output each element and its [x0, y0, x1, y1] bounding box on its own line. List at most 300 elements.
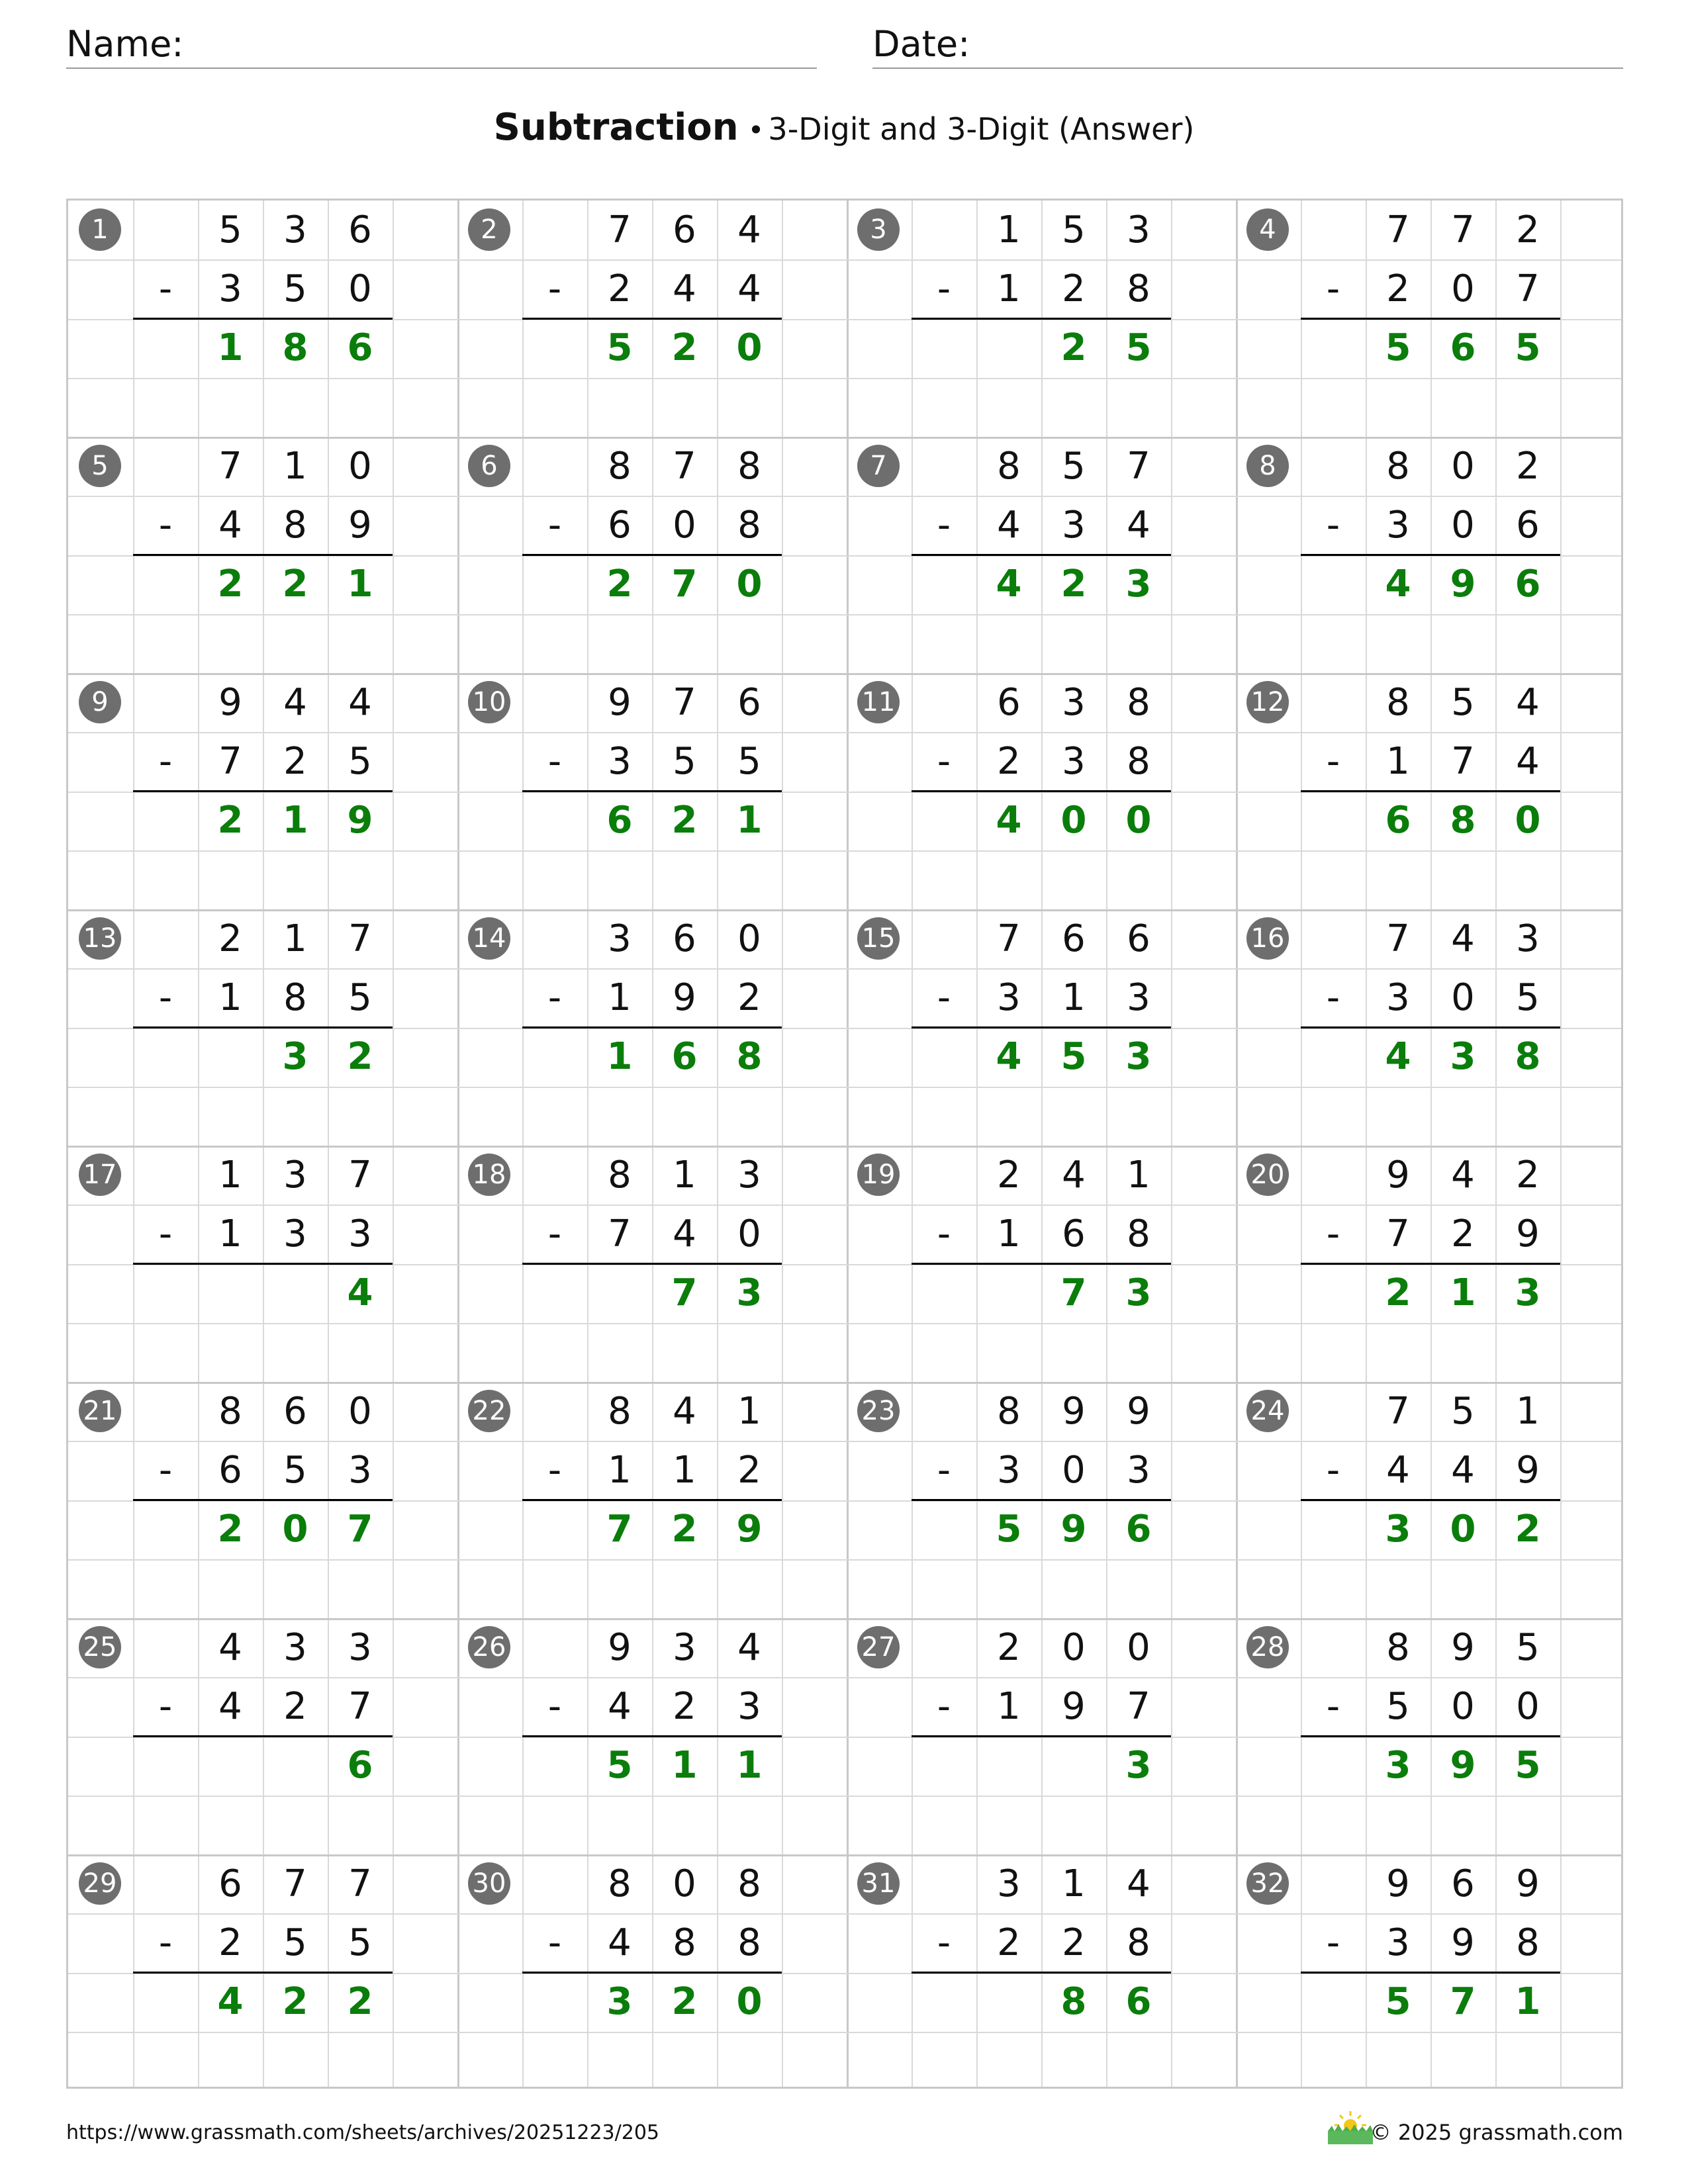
minuend-digit: 2: [1516, 1154, 1540, 1197]
minuend-digit: 7: [1127, 445, 1150, 488]
subtrahend-digit: 1: [608, 1449, 632, 1492]
minuend-digit: 3: [283, 1626, 307, 1669]
minuend-digit: 0: [1451, 445, 1475, 488]
minuend-digit: 7: [1386, 1390, 1410, 1433]
minus-sign: -: [1326, 267, 1340, 310]
minuend-digit: 5: [1451, 681, 1475, 724]
minuend-digit: 8: [1386, 1626, 1410, 1669]
answer-digit: 0: [736, 1980, 763, 2023]
minuend-digit: 3: [283, 208, 307, 251]
subtrahend-digit: 3: [1127, 976, 1150, 1019]
minus-sign: -: [547, 1685, 562, 1728]
answer-digit: 9: [1450, 1744, 1476, 1787]
subtrahend-digit: 4: [1386, 1449, 1410, 1492]
subtrahend-digit: 5: [283, 1921, 307, 1964]
answer-digit: 2: [1385, 1271, 1411, 1314]
subtrahend-digit: 0: [1451, 976, 1475, 1019]
date-label: Date:: [872, 23, 970, 65]
answer-digit: 2: [347, 1035, 373, 1078]
answer-digit: 4: [1385, 1035, 1411, 1078]
problem-number-badge: 21: [79, 1390, 121, 1432]
subtrahend-digit: 9: [1516, 1449, 1540, 1492]
minuend-digit: 7: [673, 445, 696, 488]
footer-copyright: © 2025 grassmath.com: [1370, 2120, 1623, 2145]
answer-digit: 9: [347, 799, 373, 842]
problem-number-badge: 4: [1246, 208, 1289, 251]
answer-digit: 2: [282, 563, 308, 606]
minuend-digit: 5: [1062, 208, 1086, 251]
problem-29: [68, 1854, 457, 2091]
minuend-digit: 4: [1516, 681, 1540, 724]
problem-7: [847, 437, 1236, 673]
footer-url[interactable]: https://www.grassmath.com/sheets/archives/20251223/205: [66, 2121, 660, 2144]
minuend-digit: 7: [1386, 917, 1410, 960]
minuend-digit: 4: [1062, 1154, 1086, 1197]
subtrahend-digit: 2: [737, 1449, 761, 1492]
problem-21: [68, 1382, 457, 1618]
subtrahend-digit: 8: [283, 976, 307, 1019]
problem-number-badge: 31: [857, 1862, 900, 1905]
minuend-digit: 7: [1451, 208, 1475, 251]
minuend-digit: 8: [1127, 681, 1150, 724]
subtrahend-digit: 0: [673, 504, 696, 547]
answer-digit: 2: [217, 563, 244, 606]
minuend-digit: 4: [737, 1626, 761, 1669]
problem-23: [847, 1382, 1236, 1618]
problem-number-badge: 5: [79, 445, 121, 487]
answer-digit: 2: [282, 1980, 308, 2023]
minuend-digit: 9: [218, 681, 242, 724]
subtrahend-digit: 1: [608, 976, 632, 1019]
answer-digit: 3: [1515, 1271, 1541, 1314]
answer-digit: 2: [1060, 326, 1087, 369]
answer-digit: 3: [1125, 563, 1152, 606]
subtrahend-digit: 4: [1127, 504, 1150, 547]
minuend-digit: 3: [283, 1154, 307, 1197]
subtrahend-digit: 1: [997, 1212, 1021, 1255]
answer-digit: 1: [347, 563, 373, 606]
title-subtitle: 3-Digit and 3-Digit (Answer): [768, 111, 1195, 147]
subtrahend-digit: 4: [997, 504, 1021, 547]
answer-digit: 3: [606, 1980, 633, 2023]
minuend-digit: 9: [1516, 1862, 1540, 1905]
subtrahend-digit: 9: [348, 504, 372, 547]
answer-digit: 0: [736, 563, 763, 606]
minuend-digit: 8: [608, 1862, 632, 1905]
problem-12: [1236, 673, 1625, 909]
minuend-digit: 6: [737, 681, 761, 724]
minuend-digit: 3: [1062, 681, 1086, 724]
minuend-digit: 8: [997, 445, 1021, 488]
minus-sign: -: [158, 1921, 173, 1964]
problem-4: [1236, 201, 1625, 437]
subtrahend-digit: 3: [1062, 740, 1086, 783]
answer-digit: 4: [1385, 563, 1411, 606]
minus-sign: -: [1326, 1921, 1340, 1964]
minus-sign: -: [158, 976, 173, 1019]
minuend-digit: 1: [1062, 1862, 1086, 1905]
name-label: Name:: [66, 23, 184, 65]
problem-24: [1236, 1382, 1625, 1618]
subtrahend-digit: 4: [608, 1921, 632, 1964]
subtrahend-digit: 4: [218, 504, 242, 547]
problem-grid: [66, 199, 1623, 2089]
minuend-digit: 9: [1451, 1626, 1475, 1669]
answer-digit: 2: [671, 1980, 698, 2023]
answer-digit: 2: [606, 563, 633, 606]
answer-digit: 1: [217, 326, 244, 369]
subtrahend-digit: 3: [348, 1449, 372, 1492]
problem-number-badge: 29: [79, 1862, 121, 1905]
minuend-digit: 7: [348, 1862, 372, 1905]
subtrahend-digit: 4: [1451, 1449, 1475, 1492]
subtrahend-digit: 2: [608, 267, 632, 310]
subtrahend-digit: 3: [1386, 1921, 1410, 1964]
name-field[interactable]: [66, 25, 817, 69]
minuend-digit: 5: [1516, 1626, 1540, 1669]
minuend-digit: 6: [1451, 1862, 1475, 1905]
problem-5: [68, 437, 457, 673]
problem-28: [1236, 1618, 1625, 1854]
minuend-digit: 0: [673, 1862, 696, 1905]
answer-digit: 6: [1450, 326, 1476, 369]
subtrahend-digit: 7: [1516, 267, 1540, 310]
answer-digit: 2: [1060, 563, 1087, 606]
minuend-digit: 5: [218, 208, 242, 251]
subtrahend-digit: 5: [283, 267, 307, 310]
minuend-digit: 3: [997, 1862, 1021, 1905]
problem-number-badge: 27: [857, 1626, 900, 1668]
subtrahend-digit: 0: [1451, 267, 1475, 310]
answer-digit: 3: [1385, 1508, 1411, 1551]
answer-digit: 6: [1385, 799, 1411, 842]
problem-number-badge: 32: [1246, 1862, 1289, 1905]
minuend-digit: 4: [218, 1626, 242, 1669]
answer-digit: 2: [1515, 1508, 1541, 1551]
answer-digit: 4: [347, 1271, 373, 1314]
minuend-digit: 1: [1127, 1154, 1150, 1197]
subtrahend-digit: 6: [1516, 504, 1540, 547]
problem-number-badge: 20: [1246, 1154, 1289, 1196]
minus-sign: -: [937, 504, 951, 547]
subtrahend-digit: 7: [1386, 1212, 1410, 1255]
minuend-digit: 5: [1062, 445, 1086, 488]
answer-digit: 7: [1060, 1271, 1087, 1314]
problem-number-badge: 19: [857, 1154, 900, 1196]
problem-32: [1236, 1854, 1625, 2091]
subtrahend-digit: 1: [673, 1449, 696, 1492]
problem-number-badge: 12: [1246, 681, 1289, 723]
answer-digit: 1: [736, 799, 763, 842]
minus-sign: -: [1326, 1449, 1340, 1492]
subtrahend-digit: 0: [348, 267, 372, 310]
subtrahend-digit: 2: [218, 1921, 242, 1964]
answer-digit: 9: [736, 1508, 763, 1551]
minuend-digit: 2: [218, 917, 242, 960]
answer-digit: 6: [1125, 1508, 1152, 1551]
minuend-digit: 3: [1516, 917, 1540, 960]
subtrahend-digit: 1: [218, 1212, 242, 1255]
subtrahend-digit: 2: [737, 976, 761, 1019]
subtrahend-digit: 5: [348, 976, 372, 1019]
subtrahend-digit: 6: [608, 504, 632, 547]
minus-sign: -: [937, 1921, 951, 1964]
answer-digit: 2: [671, 799, 698, 842]
minuend-digit: 6: [283, 1390, 307, 1433]
subtrahend-digit: 6: [1062, 1212, 1086, 1255]
problem-number-badge: 25: [79, 1626, 121, 1668]
answer-digit: 3: [1385, 1744, 1411, 1787]
subtrahend-digit: 3: [997, 1449, 1021, 1492]
subtrahend-digit: 3: [1386, 976, 1410, 1019]
answer-digit: 5: [1060, 1035, 1087, 1078]
subtrahend-digit: 6: [218, 1449, 242, 1492]
answer-digit: 8: [736, 1035, 763, 1078]
minus-sign: -: [547, 1921, 562, 1964]
minuend-digit: 0: [348, 445, 372, 488]
problem-number-badge: 6: [468, 445, 510, 487]
answer-digit: 4: [996, 1035, 1022, 1078]
subtrahend-digit: 2: [997, 1921, 1021, 1964]
subtrahend-digit: 8: [1127, 1921, 1150, 1964]
minuend-digit: 3: [1127, 208, 1150, 251]
minus-sign: -: [547, 504, 562, 547]
minuend-digit: 4: [283, 681, 307, 724]
minuend-digit: 6: [218, 1862, 242, 1905]
minus-sign: -: [547, 1449, 562, 1492]
minus-sign: -: [158, 1449, 173, 1492]
minus-sign: -: [937, 1212, 951, 1255]
subtrahend-digit: 2: [283, 1685, 307, 1728]
minus-sign: -: [1326, 504, 1340, 547]
subtrahend-digit: 2: [997, 740, 1021, 783]
problem-number-badge: 30: [468, 1862, 510, 1905]
minuend-digit: 8: [608, 1390, 632, 1433]
minuend-digit: 8: [1386, 681, 1410, 724]
minuend-digit: 7: [673, 681, 696, 724]
minuend-digit: 8: [1386, 445, 1410, 488]
minuend-digit: 2: [1516, 445, 1540, 488]
minus-sign: -: [1326, 976, 1340, 1019]
problem-19: [847, 1146, 1236, 1382]
minus-sign: -: [937, 1685, 951, 1728]
problem-25: [68, 1618, 457, 1854]
minuend-digit: 7: [348, 917, 372, 960]
answer-digit: 1: [282, 799, 308, 842]
answer-digit: 5: [1515, 1744, 1541, 1787]
answer-digit: 0: [1515, 799, 1541, 842]
problem-number-badge: 17: [79, 1154, 121, 1196]
problem-15: [847, 909, 1236, 1146]
answer-digit: 2: [671, 326, 698, 369]
minuend-digit: 4: [1451, 1154, 1475, 1197]
minuend-digit: 9: [1127, 1390, 1150, 1433]
minus-sign: -: [547, 267, 562, 310]
subtrahend-digit: 4: [673, 1212, 696, 1255]
subtrahend-digit: 0: [737, 1212, 761, 1255]
title-main: Subtraction: [493, 106, 739, 149]
problem-20: [1236, 1146, 1625, 1382]
subtrahend-digit: 1: [997, 267, 1021, 310]
minuend-digit: 2: [997, 1154, 1021, 1197]
minuend-digit: 8: [737, 1862, 761, 1905]
problem-22: [457, 1382, 847, 1618]
answer-digit: 6: [1125, 1980, 1152, 2023]
minuend-digit: 5: [1451, 1390, 1475, 1433]
problem-9: [68, 673, 457, 909]
answer-digit: 7: [671, 1271, 698, 1314]
subtrahend-digit: 4: [673, 267, 696, 310]
minuend-digit: 4: [1127, 1862, 1150, 1905]
answer-digit: 0: [282, 1508, 308, 1551]
minuend-digit: 7: [348, 1154, 372, 1197]
minuend-digit: 8: [608, 1154, 632, 1197]
answer-digit: 5: [1125, 326, 1152, 369]
subtrahend-digit: 8: [737, 504, 761, 547]
minuend-digit: 0: [737, 917, 761, 960]
minuend-digit: 6: [997, 681, 1021, 724]
answer-digit: 0: [736, 326, 763, 369]
minuend-digit: 1: [218, 1154, 242, 1197]
minus-sign: -: [937, 976, 951, 1019]
answer-digit: 5: [606, 1744, 633, 1787]
minus-sign: -: [158, 740, 173, 783]
minuend-digit: 7: [218, 445, 242, 488]
answer-digit: 5: [1385, 1980, 1411, 2023]
minuend-digit: 7: [608, 208, 632, 251]
title-separator: •: [747, 114, 765, 146]
subtrahend-digit: 9: [1062, 1685, 1086, 1728]
problem-6: [457, 437, 847, 673]
answer-digit: 1: [1515, 1980, 1541, 2023]
minus-sign: -: [547, 976, 562, 1019]
subtrahend-digit: 2: [1451, 1212, 1475, 1255]
subtrahend-digit: 3: [1062, 504, 1086, 547]
answer-digit: 5: [1515, 326, 1541, 369]
problem-31: [847, 1854, 1236, 2091]
answer-digit: 4: [217, 1980, 244, 2023]
problem-8: [1236, 437, 1625, 673]
minuend-digit: 4: [737, 208, 761, 251]
problem-17: [68, 1146, 457, 1382]
subtrahend-digit: 3: [737, 1685, 761, 1728]
minus-sign: -: [937, 267, 951, 310]
minus-sign: -: [158, 504, 173, 547]
minuend-digit: 9: [1062, 1390, 1086, 1433]
answer-digit: 8: [1060, 1980, 1087, 2023]
minuend-digit: 6: [1127, 917, 1150, 960]
minuend-digit: 4: [348, 681, 372, 724]
subtrahend-digit: 5: [737, 740, 761, 783]
problem-number-badge: 13: [79, 917, 121, 960]
answer-digit: 5: [606, 326, 633, 369]
problem-14: [457, 909, 847, 1146]
subtrahend-digit: 0: [1062, 1449, 1086, 1492]
minuend-digit: 6: [1062, 917, 1086, 960]
subtrahend-digit: 5: [348, 740, 372, 783]
answer-digit: 1: [736, 1744, 763, 1787]
answer-digit: 1: [1450, 1271, 1476, 1314]
subtrahend-digit: 3: [1386, 504, 1410, 547]
date-field[interactable]: [872, 25, 1623, 69]
problem-number-badge: 15: [857, 917, 900, 960]
subtrahend-digit: 3: [1127, 1449, 1150, 1492]
minuend-digit: 1: [1516, 1390, 1540, 1433]
subtrahend-digit: 3: [348, 1212, 372, 1255]
answer-digit: 5: [996, 1508, 1022, 1551]
answer-digit: 6: [347, 326, 373, 369]
subtrahend-digit: 4: [608, 1685, 632, 1728]
problem-11: [847, 673, 1236, 909]
worksheet-title: [0, 106, 1688, 149]
minus-sign: -: [547, 740, 562, 783]
answer-digit: 0: [1125, 799, 1152, 842]
answer-digit: 7: [1450, 1980, 1476, 2023]
subtrahend-digit: 7: [348, 1685, 372, 1728]
subtrahend-digit: 2: [673, 1685, 696, 1728]
answer-digit: 3: [1450, 1035, 1476, 1078]
minus-sign: -: [1326, 1685, 1340, 1728]
answer-digit: 8: [1450, 799, 1476, 842]
answer-digit: 2: [347, 1980, 373, 2023]
minuend-digit: 8: [997, 1390, 1021, 1433]
subtrahend-digit: 3: [218, 267, 242, 310]
minus-sign: -: [158, 1212, 173, 1255]
minuend-digit: 3: [673, 1626, 696, 1669]
subtrahend-digit: 4: [737, 267, 761, 310]
answer-digit: 2: [671, 1508, 698, 1551]
subtrahend-digit: 0: [1451, 504, 1475, 547]
subtrahend-digit: 7: [608, 1212, 632, 1255]
subtrahend-digit: 5: [283, 1449, 307, 1492]
problem-13: [68, 909, 457, 1146]
minuend-digit: 6: [673, 917, 696, 960]
answer-digit: 5: [1385, 326, 1411, 369]
problem-number-badge: 28: [1246, 1626, 1289, 1668]
minuend-digit: 8: [737, 445, 761, 488]
minuend-digit: 4: [673, 1390, 696, 1433]
minus-sign: -: [158, 1685, 173, 1728]
minuend-digit: 3: [737, 1154, 761, 1197]
answer-digit: 7: [606, 1508, 633, 1551]
subtrahend-digit: 1: [1062, 976, 1086, 1019]
minuend-digit: 0: [1127, 1626, 1150, 1669]
problem-number-badge: 23: [857, 1390, 900, 1432]
minus-sign: -: [1326, 1212, 1340, 1255]
subtrahend-digit: 5: [348, 1921, 372, 1964]
problem-26: [457, 1618, 847, 1854]
grass-sun-logo-icon: [1327, 2109, 1374, 2146]
problem-number-badge: 16: [1246, 917, 1289, 960]
subtrahend-digit: 9: [1451, 1921, 1475, 1964]
subtrahend-digit: 3: [997, 976, 1021, 1019]
answer-digit: 2: [217, 1508, 244, 1551]
answer-digit: 0: [1060, 799, 1087, 842]
answer-digit: 3: [1125, 1744, 1152, 1787]
minuend-digit: 9: [608, 681, 632, 724]
subtrahend-digit: 7: [1451, 740, 1475, 783]
answer-digit: 9: [1060, 1508, 1087, 1551]
subtrahend-digit: 7: [1127, 1685, 1150, 1728]
answer-digit: 9: [1450, 563, 1476, 606]
problem-number-badge: 10: [468, 681, 510, 723]
subtrahend-digit: 8: [1516, 1921, 1540, 1964]
subtrahend-digit: 8: [737, 1921, 761, 1964]
minuend-digit: 2: [997, 1626, 1021, 1669]
problem-number-badge: 8: [1246, 445, 1289, 487]
problem-1: [68, 201, 457, 437]
subtrahend-digit: 2: [1386, 267, 1410, 310]
